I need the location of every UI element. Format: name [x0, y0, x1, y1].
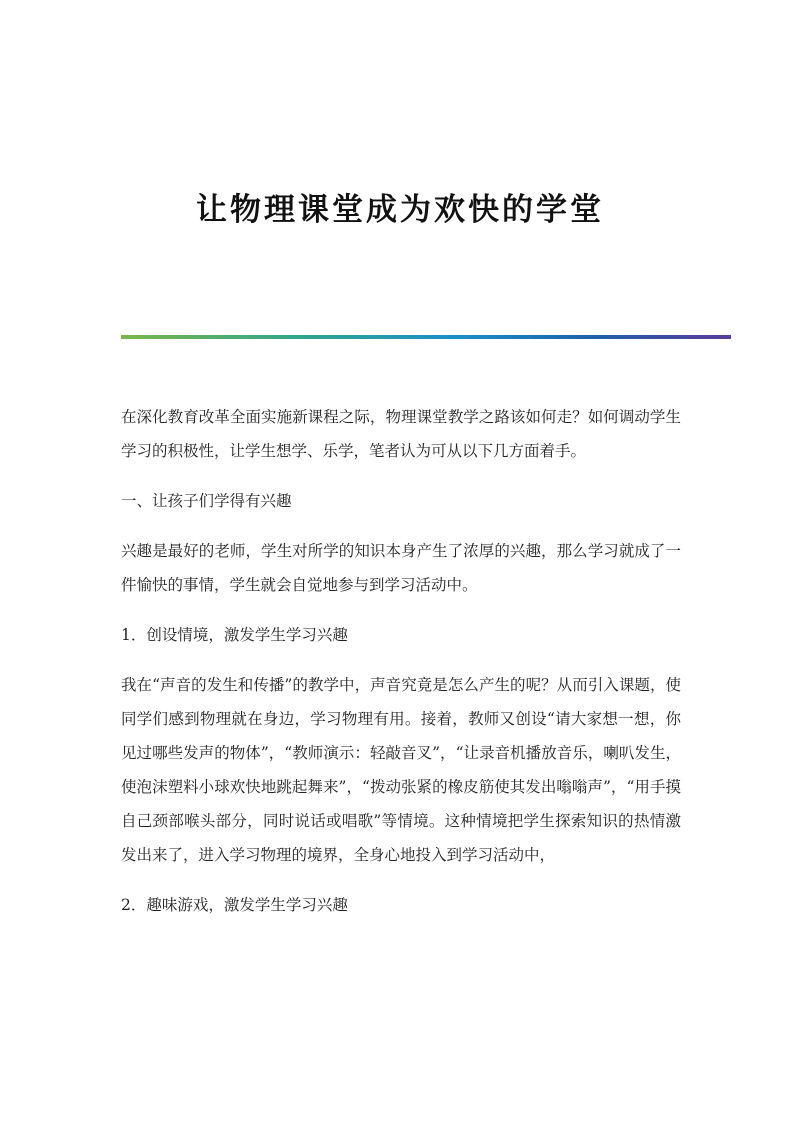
body-paragraph: 我在“声音的发生和传播”的教学中，声音究竟是怎么产生的呢？从而引入课题，使同学们感到物理就在身边，学习物理有用。接着，教师又创设“请大家想一想，你见过哪些发声的物体”，“教师演示：轻敲音叉”，“让录音机播放音乐，喇叭发生，使泡沫塑料小球欢快地跳起舞来”，“拨动张紧的橡皮筋使其发出嗡嗡声”，“用手摸自己颈部喉头部分，同时说话或唱歌”等情境。这种情境把学生探索知识的热情激发出来了，进入学习物理的境界，全身心地投入到学习活动中， — [121, 676, 681, 864]
title-divider — [121, 335, 731, 339]
section-heading-1: 一、让孩子们学得有兴趣 — [121, 492, 292, 510]
intro-paragraph: 在深化教育改革全面实施新课程之际，物理课堂教学之路该如何走？如何调动学生学习的积极性，让学生想学、乐学，笔者认为可从以下几方面着手。 — [121, 408, 681, 460]
subsection-heading-2: 2．趣味游戏，激发学生学习兴趣 — [121, 896, 348, 914]
subsection-heading-1: 1．创设情境，激发学生学习兴趣 — [121, 626, 348, 644]
document-body — [121, 400, 681, 938]
document-title: 让物理课堂成为欢快的学堂 — [196, 192, 604, 228]
body-paragraph: 兴趣是最好的老师，学生对所学的知识本身产生了浓厚的兴趣，那么学习就成了一件愉快的事情，学生就会自觉地参与到学习活动中。 — [121, 542, 681, 594]
